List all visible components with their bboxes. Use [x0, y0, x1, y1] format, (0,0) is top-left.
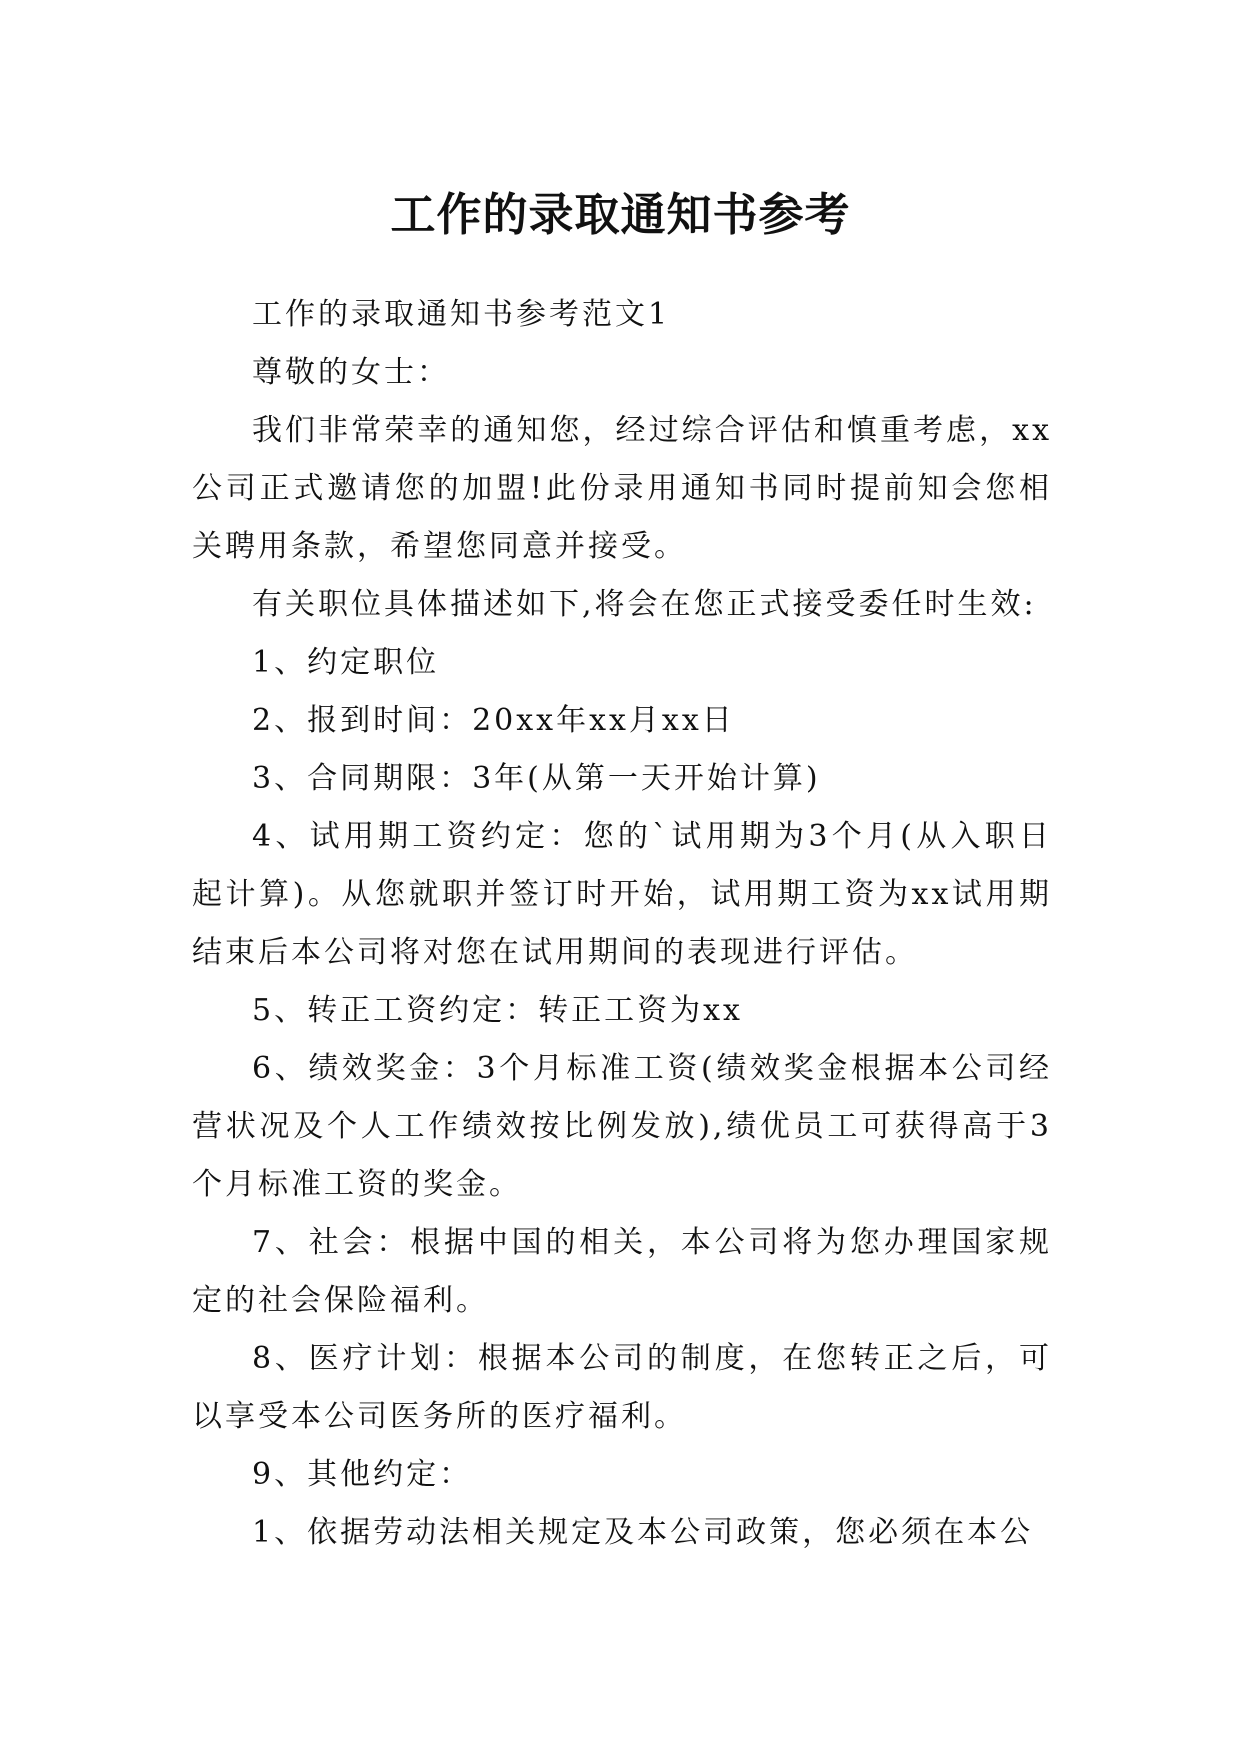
list-item-other-terms: 9、其他约定：	[252, 1457, 473, 1492]
list-item-medical-plan: 8、医疗计划：根据本公司的制度，在您转正之后，可以享受本公司医务所的医疗福利。	[192, 1341, 1052, 1434]
list-item-position: 1、约定职位	[252, 645, 440, 680]
list-item-regular-salary: 5、转正工资约定：转正工资为xx	[252, 993, 743, 1028]
list-item-report-date: 2、报到时间：20xx年xx月xx日	[252, 703, 735, 738]
list-item-probation-salary: 4、试用期工资约定：您的`试用期为3个月(从入职日起计算)。从您就职并签订时开始，试用期工资为xx试用期结束后本公司将对您在试用期间的表现进行评估。	[192, 819, 1052, 970]
paragraph-intro: 我们非常荣幸的通知您，经过综合评估和慎重考虑，xx公司正式邀请您的加盟!此份录用通知书同时提前知会您相关聘用条款，希望您同意并接受。	[192, 413, 1052, 564]
document-title: 工作的录取通知书参考	[390, 188, 851, 242]
paragraph-salutation: 尊敬的女士：	[252, 355, 450, 390]
list-item-performance-bonus: 6、绩效奖金：3个月标准工资(绩效奖金根据本公司经营状况及个人工作绩效按比例发放),绩优员工可获得高于3个月标准工资的奖金。	[192, 1051, 1052, 1202]
list-item-social-insurance: 7、社会：根据中国的相关，本公司将为您办理国家规定的社会保险福利。	[192, 1225, 1052, 1318]
list-item-labor-law: 1、依据劳动法相关规定及本公司政策，您必须在本公	[252, 1515, 1034, 1550]
paragraph-position-description: 有关职位具体描述如下,将会在您正式接受委任时生效:	[252, 587, 1037, 622]
paragraph-heading: 工作的录取通知书参考范文1	[252, 297, 671, 332]
list-item-contract-term: 3、合同期限：3年(从第一天开始计算)	[252, 761, 821, 796]
document-body	[192, 286, 1052, 1562]
